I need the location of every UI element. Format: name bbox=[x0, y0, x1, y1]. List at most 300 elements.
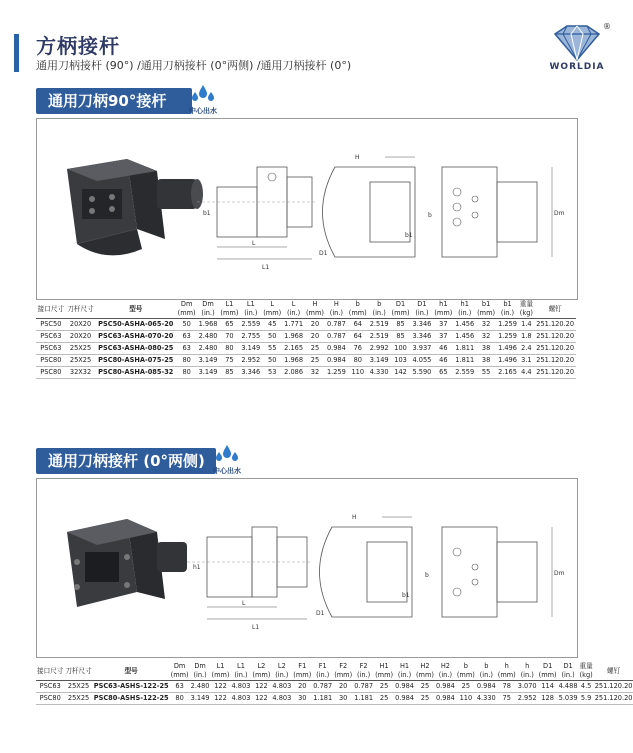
column-header bbox=[579, 662, 594, 681]
column-header-unit: (mm) bbox=[305, 309, 324, 317]
column-header-label: L bbox=[270, 300, 275, 308]
column-header-label: 刀杆尺寸 bbox=[67, 304, 94, 313]
column-header-label: D1 bbox=[417, 300, 427, 308]
table-cell: 0.984 bbox=[325, 343, 347, 355]
column-header-label: L1 bbox=[216, 662, 225, 670]
table-cell: 50 bbox=[262, 331, 283, 343]
column-header-label: D1 bbox=[395, 300, 406, 308]
column-header-unit: (mm) bbox=[211, 671, 230, 679]
column-header-unit: (in.) bbox=[561, 671, 575, 679]
table-row bbox=[36, 681, 633, 693]
column-header bbox=[64, 662, 92, 681]
table-cell: 0.984 bbox=[476, 681, 497, 693]
column-header-label: 刀杆尺寸 bbox=[65, 666, 92, 675]
column-header-label: 重量 bbox=[579, 662, 593, 670]
table-cell: 1.4 bbox=[518, 319, 534, 331]
column-header bbox=[353, 662, 374, 681]
table-cell: 2.952 bbox=[517, 693, 538, 705]
column-header bbox=[594, 662, 633, 681]
column-header-unit: (in.) bbox=[438, 671, 453, 679]
table-cell: 1.8 bbox=[518, 331, 534, 343]
table-cell: 63 bbox=[176, 331, 197, 343]
table-cell: PSC80 bbox=[36, 693, 64, 705]
column-header bbox=[558, 662, 579, 681]
dim-L1: L1 bbox=[262, 264, 270, 271]
column-header-unit: (in.) bbox=[415, 309, 429, 317]
table-cell: 25 bbox=[374, 693, 394, 705]
column-header bbox=[190, 662, 211, 681]
table-cell: PSC63-ASHS-122-25 bbox=[93, 681, 170, 693]
table-cell: 251.120.20 bbox=[534, 319, 576, 331]
table-cell: 2.755 bbox=[240, 331, 262, 343]
column-header bbox=[433, 300, 454, 319]
table-cell: 55 bbox=[262, 343, 283, 355]
column-header-unit: (mm) bbox=[348, 309, 367, 317]
column-header-label: L1 bbox=[225, 300, 234, 308]
column-header-unit: (mm) bbox=[170, 671, 189, 679]
column-header-unit: (in.) bbox=[286, 309, 301, 317]
column-header-unit: (in.) bbox=[479, 671, 493, 679]
table-cell: 20 bbox=[305, 319, 326, 331]
table-cell: 3.149 bbox=[197, 367, 219, 379]
table-cell: 53 bbox=[262, 367, 283, 379]
column-header-unit: (in.) bbox=[329, 309, 344, 317]
section2-rear-drawing bbox=[437, 507, 567, 637]
table-cell: 3.070 bbox=[517, 681, 538, 693]
table-cell: 25 bbox=[305, 343, 326, 355]
section2-front-drawing bbox=[312, 507, 437, 637]
table-cell: 1.968 bbox=[197, 319, 219, 331]
table-cell: 30 bbox=[292, 693, 312, 705]
table-cell: 2.559 bbox=[454, 367, 476, 379]
column-header-label: L1 bbox=[246, 300, 255, 308]
table-row bbox=[36, 355, 576, 367]
table-cell: 75 bbox=[497, 693, 517, 705]
column-header-label: H2 bbox=[420, 662, 430, 670]
column-header-unit: (mm) bbox=[434, 309, 453, 317]
column-header-label: Dm bbox=[173, 662, 186, 670]
column-header bbox=[231, 662, 252, 681]
column-header-unit: (mm) bbox=[477, 309, 496, 317]
section1-tab bbox=[36, 88, 192, 114]
table-cell: 32 bbox=[476, 331, 497, 343]
column-header bbox=[415, 662, 435, 681]
column-header-unit: (in.) bbox=[244, 309, 258, 317]
dim-D1: D1 bbox=[319, 250, 328, 257]
table-cell: 20 bbox=[292, 681, 312, 693]
table-cell: 4.803 bbox=[231, 693, 252, 705]
coolant-label: 中心出水 bbox=[189, 107, 217, 115]
table-row bbox=[36, 331, 576, 343]
table-cell: 75 bbox=[219, 355, 240, 367]
column-header-label: h1 bbox=[439, 300, 448, 308]
section2-side-drawing bbox=[187, 507, 312, 637]
table-cell: 0.787 bbox=[312, 681, 333, 693]
table-cell: 5.590 bbox=[411, 367, 433, 379]
worldia-logo bbox=[545, 24, 609, 78]
table-cell: PSC80-ASHA-085-32 bbox=[95, 367, 176, 379]
column-header-label: Dm bbox=[194, 662, 206, 670]
table-cell: 80 bbox=[347, 355, 368, 367]
table-cell: 122 bbox=[211, 693, 231, 705]
table-cell: PSC50-ASHA-065-20 bbox=[95, 319, 176, 331]
column-header bbox=[534, 300, 576, 319]
page-subtitle: 通用刀柄接杆 (90°) /通用刀柄接杆 (0°两侧) /通用刀柄接杆 (0°) bbox=[36, 59, 352, 72]
table-cell: 0.984 bbox=[394, 693, 415, 705]
section2-tab bbox=[36, 448, 216, 474]
dim-L: L bbox=[242, 600, 246, 607]
column-header-label: H1 bbox=[399, 662, 410, 670]
table-cell: 3.1 bbox=[518, 355, 534, 367]
column-header-label: H2 bbox=[440, 662, 450, 670]
column-header-unit: (in.) bbox=[316, 671, 330, 679]
table-cell: 78 bbox=[497, 681, 517, 693]
table-cell: 76 bbox=[347, 343, 368, 355]
table-cell: 2.559 bbox=[240, 319, 262, 331]
table-cell: 4.330 bbox=[476, 693, 497, 705]
table-cell: 122 bbox=[211, 681, 231, 693]
section1-spec-table bbox=[36, 300, 576, 379]
column-header-unit: (kg) bbox=[579, 671, 593, 679]
table-cell: 3.346 bbox=[411, 319, 433, 331]
column-header bbox=[497, 662, 517, 681]
column-header-label: 重量 bbox=[519, 300, 533, 308]
column-header-unit: (mm) bbox=[497, 671, 516, 679]
table-cell: 85 bbox=[390, 319, 411, 331]
table-cell: PSC80-ASHS-122-25 bbox=[93, 693, 170, 705]
table-cell: 1.181 bbox=[353, 693, 374, 705]
column-header bbox=[271, 662, 292, 681]
table-cell: 251.120.20 bbox=[534, 343, 576, 355]
column-header-unit: (mm) bbox=[293, 671, 312, 679]
table-cell: 25 bbox=[374, 681, 394, 693]
column-header bbox=[219, 300, 240, 319]
section2-tool-photo bbox=[57, 507, 197, 627]
column-header-label: D1 bbox=[543, 662, 553, 670]
brand-name: WORLDIA bbox=[549, 62, 605, 72]
table-cell: 2.4 bbox=[518, 343, 534, 355]
table-cell: 4.5 bbox=[579, 681, 594, 693]
table-cell: 25X25 bbox=[66, 355, 96, 367]
dim-b: b bbox=[428, 212, 432, 219]
section1-drawing-box bbox=[36, 118, 578, 300]
table-cell: 65 bbox=[433, 367, 454, 379]
table-cell: PSC80-ASHA-075-25 bbox=[95, 355, 176, 367]
table-cell: 103 bbox=[390, 355, 411, 367]
column-header-label: h bbox=[504, 662, 509, 670]
column-header bbox=[347, 300, 368, 319]
dim-D1: D1 bbox=[316, 610, 325, 617]
table-cell: 1.259 bbox=[497, 331, 519, 343]
table-cell: 46 bbox=[433, 355, 454, 367]
table-cell: 1.968 bbox=[283, 331, 305, 343]
column-header-unit: (mm) bbox=[391, 309, 410, 317]
column-header bbox=[170, 662, 190, 681]
table-cell: 70 bbox=[219, 331, 240, 343]
section2-coolant-badge bbox=[212, 444, 242, 476]
table-cell: 2.480 bbox=[197, 331, 219, 343]
table-cell: 5.039 bbox=[558, 693, 579, 705]
table-cell: 32 bbox=[476, 319, 497, 331]
column-header bbox=[36, 300, 66, 319]
table-cell: 3.149 bbox=[240, 343, 262, 355]
table-cell: 4.488 bbox=[558, 681, 579, 693]
column-header-label: b bbox=[355, 300, 360, 308]
table-row bbox=[36, 319, 576, 331]
table-cell: 20 bbox=[333, 681, 353, 693]
column-header-unit: (in.) bbox=[397, 671, 412, 679]
column-header bbox=[394, 662, 415, 681]
column-header-unit: (mm) bbox=[375, 671, 394, 679]
table-cell: PSC80 bbox=[36, 367, 66, 379]
table-cell: 2.952 bbox=[240, 355, 262, 367]
table-cell: 80 bbox=[170, 693, 190, 705]
section1-tool-photo bbox=[57, 149, 207, 269]
table-cell: PSC63 bbox=[36, 681, 64, 693]
table-cell: 110 bbox=[347, 367, 368, 379]
column-header bbox=[325, 300, 347, 319]
table-cell: 32X32 bbox=[66, 367, 96, 379]
table-cell: 2.519 bbox=[368, 331, 390, 343]
dim-L: L bbox=[252, 240, 256, 247]
column-header bbox=[517, 662, 538, 681]
section1-coolant-badge bbox=[188, 84, 218, 116]
table-cell: 45 bbox=[262, 319, 283, 331]
column-header-unit: (mm) bbox=[456, 671, 475, 679]
column-header bbox=[95, 300, 176, 319]
column-header bbox=[292, 662, 312, 681]
table-cell: 25 bbox=[305, 355, 326, 367]
column-header bbox=[305, 300, 326, 319]
section2-table-header bbox=[36, 662, 633, 681]
table-cell: 85 bbox=[219, 367, 240, 379]
table-cell: 63 bbox=[170, 681, 190, 693]
table-cell: 85 bbox=[390, 331, 411, 343]
table-cell: 64 bbox=[347, 319, 368, 331]
dim-b1-front: b1 bbox=[405, 232, 413, 239]
column-header-unit: (mm) bbox=[263, 309, 282, 317]
table-cell: 46 bbox=[433, 343, 454, 355]
column-header-label: b bbox=[484, 662, 489, 670]
table-cell: 0.787 bbox=[353, 681, 374, 693]
column-header bbox=[66, 300, 96, 319]
column-header-unit: (mm) bbox=[252, 671, 271, 679]
column-header-label: F1 bbox=[318, 662, 327, 670]
water-drop-icon bbox=[214, 444, 240, 464]
table-cell: 0.984 bbox=[435, 693, 456, 705]
column-header-label: L bbox=[291, 300, 296, 308]
table-cell: 55 bbox=[476, 367, 497, 379]
table-cell: 128 bbox=[538, 693, 558, 705]
table-cell: 5.9 bbox=[579, 693, 594, 705]
column-header-label: H1 bbox=[379, 662, 389, 670]
table-cell: 1.811 bbox=[454, 355, 476, 367]
section1-rear-drawing bbox=[437, 147, 567, 277]
column-header-label: h bbox=[525, 662, 530, 670]
dim-b: b bbox=[425, 572, 429, 579]
table-cell: 37 bbox=[433, 331, 454, 343]
column-header-label: F2 bbox=[339, 662, 348, 670]
table-cell: 38 bbox=[476, 343, 497, 355]
column-header-unit: (mm) bbox=[415, 671, 434, 679]
table-cell: 63 bbox=[176, 343, 197, 355]
section2-spec-table bbox=[36, 662, 633, 705]
section1-title: 通用刀柄90°接杆 bbox=[48, 92, 167, 110]
table-cell: 25 bbox=[415, 693, 435, 705]
table-cell: PSC63 bbox=[36, 343, 66, 355]
column-header-label: b1 bbox=[503, 300, 512, 308]
column-header bbox=[497, 300, 519, 319]
table-cell: 38 bbox=[476, 355, 497, 367]
dim-Dm: Dm bbox=[554, 210, 565, 217]
registered-mark: ® bbox=[603, 22, 611, 31]
column-header-unit: (mm) bbox=[538, 671, 557, 679]
dim-b1-front: b1 bbox=[402, 592, 410, 599]
section2-table-body bbox=[36, 681, 633, 705]
column-header bbox=[176, 300, 197, 319]
column-header-unit: (in.) bbox=[520, 671, 534, 679]
table-cell: 0.787 bbox=[325, 319, 347, 331]
column-header bbox=[476, 300, 497, 319]
section1-table-header bbox=[36, 300, 576, 319]
table-cell: 4.055 bbox=[411, 355, 433, 367]
column-header-label: 螺钉 bbox=[607, 666, 621, 675]
table-cell: 3.149 bbox=[368, 355, 390, 367]
column-header bbox=[36, 662, 64, 681]
table-cell: 2.992 bbox=[368, 343, 390, 355]
table-cell: PSC63 bbox=[36, 331, 66, 343]
section2-title: 通用刀柄接杆 (0°两侧) bbox=[48, 452, 205, 470]
table-cell: 1.811 bbox=[454, 343, 476, 355]
table-cell: 1.259 bbox=[325, 367, 347, 379]
column-header bbox=[411, 300, 433, 319]
column-header-unit: (in.) bbox=[234, 671, 248, 679]
table-cell: 64 bbox=[347, 331, 368, 343]
section1-side-drawing bbox=[197, 147, 317, 277]
table-cell: 122 bbox=[251, 693, 271, 705]
table-cell: 110 bbox=[456, 693, 476, 705]
table-cell: 80 bbox=[176, 367, 197, 379]
table-cell: 3.346 bbox=[411, 331, 433, 343]
table-cell: 4.803 bbox=[271, 681, 292, 693]
column-header bbox=[374, 662, 394, 681]
dim-h1: h1 bbox=[193, 564, 201, 571]
table-cell: PSC63-ASHA-080-25 bbox=[95, 343, 176, 355]
table-cell: 25X25 bbox=[66, 343, 96, 355]
table-cell: 25X25 bbox=[64, 693, 92, 705]
column-header-label: F1 bbox=[298, 662, 307, 670]
water-drop-icon bbox=[190, 84, 216, 104]
table-cell: 142 bbox=[390, 367, 411, 379]
table-cell: 20X20 bbox=[66, 331, 96, 343]
table-cell: PSC63-ASHA-070-20 bbox=[95, 331, 176, 343]
column-header-unit: (mm) bbox=[334, 671, 353, 679]
column-header-label: Dm bbox=[202, 300, 214, 308]
table-cell: 3.149 bbox=[190, 693, 211, 705]
column-header-label: 型号 bbox=[124, 666, 138, 675]
column-header-label: h1 bbox=[460, 300, 469, 308]
table-cell: 2.480 bbox=[190, 681, 211, 693]
section2-drawing-box bbox=[36, 478, 578, 658]
column-header-label: L2 bbox=[257, 662, 266, 670]
column-header-unit: (in.) bbox=[458, 309, 472, 317]
column-header bbox=[333, 662, 353, 681]
table-cell: 30 bbox=[333, 693, 353, 705]
column-header-label: 接口尺寸 bbox=[37, 304, 65, 313]
column-header bbox=[456, 662, 476, 681]
table-cell: 251.120.20 bbox=[534, 331, 576, 343]
table-cell: 4.4 bbox=[518, 367, 534, 379]
table-cell: 80 bbox=[176, 355, 197, 367]
column-header-label: H bbox=[333, 300, 339, 308]
table-cell: 65 bbox=[219, 319, 240, 331]
table-cell: 4.803 bbox=[231, 681, 252, 693]
column-header bbox=[368, 300, 390, 319]
column-header bbox=[538, 662, 558, 681]
coolant-label: 中心出水 bbox=[213, 467, 241, 475]
column-header bbox=[251, 662, 271, 681]
table-cell: 100 bbox=[390, 343, 411, 355]
table-cell: 80 bbox=[219, 343, 240, 355]
column-header bbox=[197, 300, 219, 319]
dim-L1: L1 bbox=[252, 624, 260, 631]
page-title: 方柄接杆 bbox=[36, 34, 120, 58]
column-header bbox=[262, 300, 283, 319]
table-cell: PSC80 bbox=[36, 355, 66, 367]
column-header-unit: (mm) bbox=[220, 309, 239, 317]
table-cell: 2.165 bbox=[497, 367, 519, 379]
table-cell: 1.496 bbox=[497, 343, 519, 355]
header-accent-bar bbox=[14, 34, 19, 72]
table-cell: 25X25 bbox=[64, 681, 92, 693]
table-cell: 2.480 bbox=[197, 343, 219, 355]
table-cell: 25 bbox=[415, 681, 435, 693]
column-header bbox=[454, 300, 476, 319]
table-cell: 3.346 bbox=[240, 367, 262, 379]
table-cell: 251.120.20 bbox=[594, 693, 633, 705]
table-cell: PSC50 bbox=[36, 319, 66, 331]
dim-b1: b1 bbox=[203, 210, 211, 217]
table-cell: 251.120.20 bbox=[534, 355, 576, 367]
dim-H: H bbox=[352, 514, 357, 521]
table-cell: 50 bbox=[176, 319, 197, 331]
column-header-unit: (in.) bbox=[275, 671, 289, 679]
column-header-unit: (in.) bbox=[201, 309, 215, 317]
table-cell: 2.086 bbox=[283, 367, 305, 379]
column-header bbox=[435, 662, 456, 681]
table-row bbox=[36, 693, 633, 705]
dim-Dm: Dm bbox=[554, 570, 565, 577]
table-cell: 1.968 bbox=[283, 355, 305, 367]
column-header-unit: (mm) bbox=[177, 309, 196, 317]
column-header-label: b bbox=[463, 662, 468, 670]
table-cell: 4.803 bbox=[271, 693, 292, 705]
table-cell: 50 bbox=[262, 355, 283, 367]
column-header bbox=[240, 300, 262, 319]
column-header bbox=[518, 300, 534, 319]
column-header-label: b1 bbox=[481, 300, 491, 308]
table-cell: 1.456 bbox=[454, 319, 476, 331]
table-cell: 20 bbox=[305, 331, 326, 343]
table-cell: 1.181 bbox=[312, 693, 333, 705]
column-header bbox=[283, 300, 305, 319]
column-header-label: H bbox=[312, 300, 318, 308]
column-header-label: Dm bbox=[180, 300, 193, 308]
table-cell: 2.165 bbox=[283, 343, 305, 355]
column-header bbox=[476, 662, 497, 681]
table-cell: 122 bbox=[251, 681, 271, 693]
table-cell: 0.984 bbox=[325, 355, 347, 367]
